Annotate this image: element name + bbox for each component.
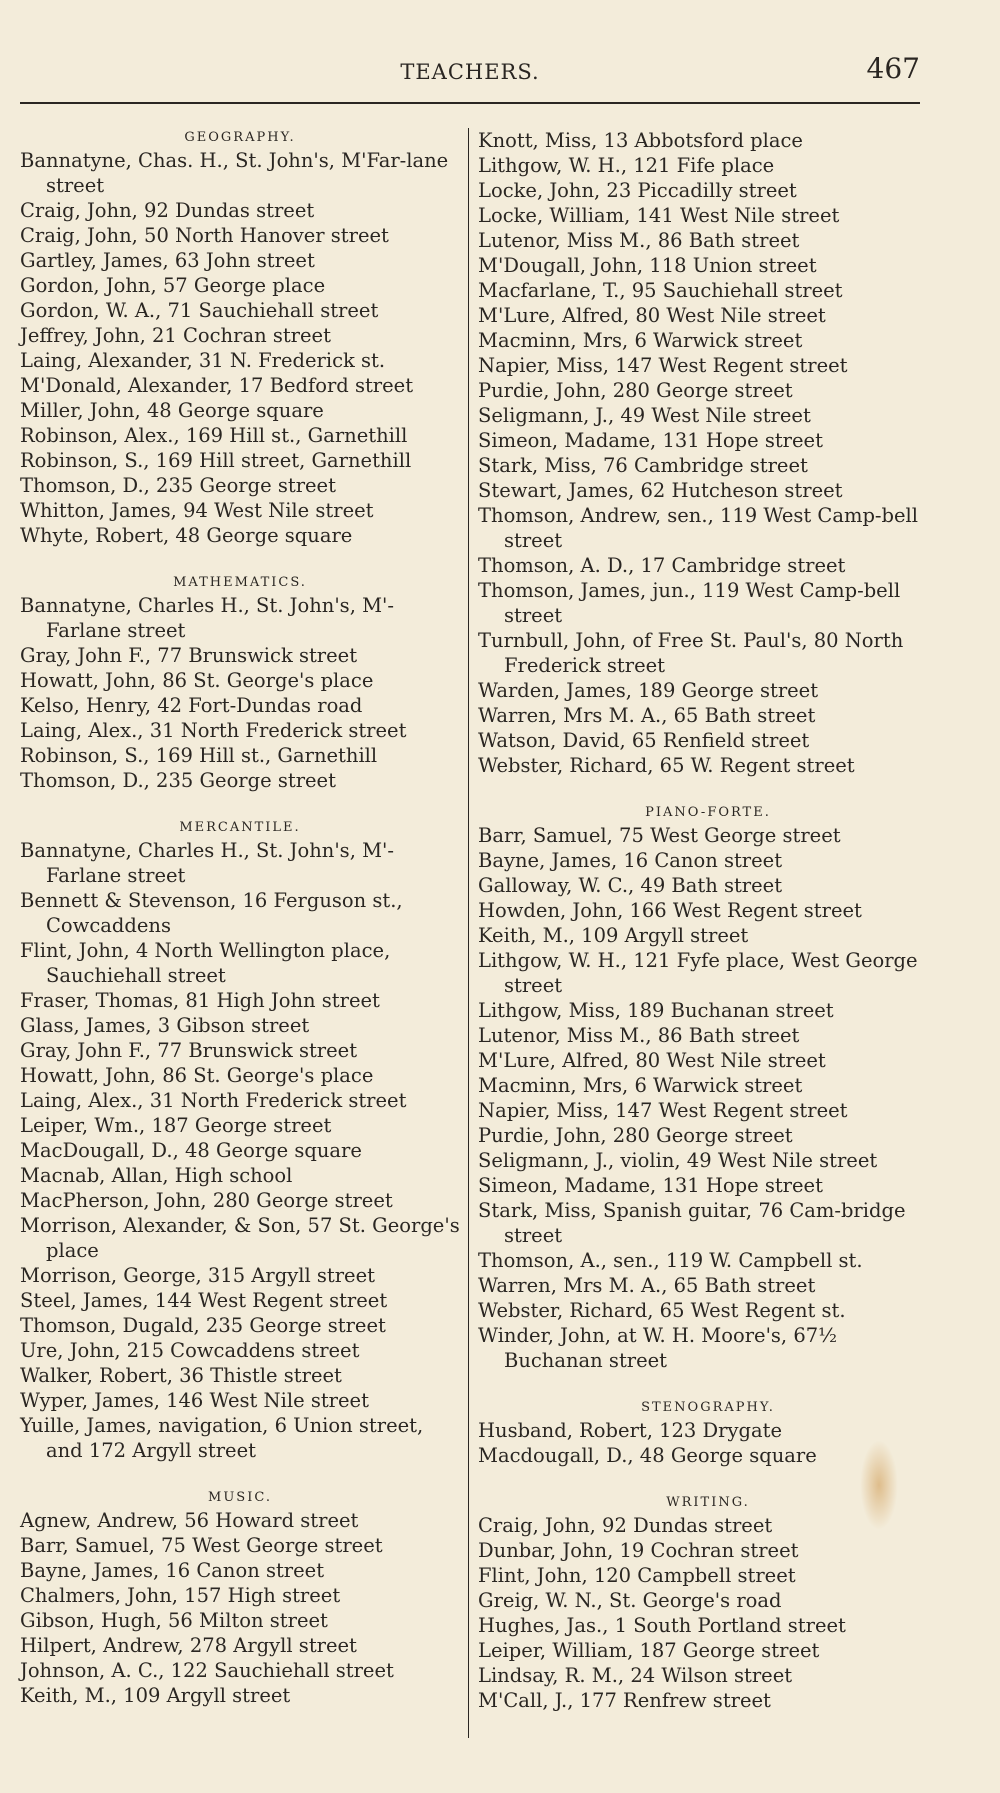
directory-entry: M'Lure, Alfred, 80 West Nile street <box>478 304 826 327</box>
directory-entry: Dunbar, John, 19 Cochran street <box>478 1539 799 1562</box>
entries-mathematics <box>20 593 460 793</box>
directory-entry: M'Lure, Alfred, 80 West Nile street <box>478 1049 826 1072</box>
directory-entry: Bannatyne, Charles H., St. John's, M'-Farlane street <box>20 594 395 642</box>
directory-entry: Bannatyne, Chas. H., St. John's, M'Far-lane street <box>20 149 449 197</box>
directory-entry: Watson, David, 65 Renfield street <box>478 729 810 752</box>
directory-entry: Barr, Samuel, 75 West George street <box>20 1534 383 1557</box>
directory-entry: Lithgow, W. H., 121 Fife place <box>478 154 775 177</box>
directory-entry: Bayne, James, 16 Canon street <box>20 1559 325 1582</box>
directory-entry: Winder, John, at W. H. Moore's, 67½ Buchanan street <box>478 1324 838 1372</box>
directory-entry: Barr, Samuel, 75 West George street <box>478 824 841 847</box>
directory-entry: Flint, John, 120 Campbell street <box>478 1564 796 1587</box>
directory-entry: Hilpert, Andrew, 278 Argyll street <box>20 1634 357 1657</box>
directory-entry: MacPherson, John, 280 George street <box>20 1189 393 1212</box>
running-head: TEACHERS. <box>400 60 540 84</box>
directory-entry: Gibson, Hugh, 56 Milton street <box>20 1609 328 1632</box>
directory-entry: Webster, Richard, 65 West Regent st. <box>478 1299 846 1322</box>
directory-entry: Stark, Miss, 76 Cambridge street <box>478 454 808 477</box>
directory-entry: Keith, M., 109 Argyll street <box>478 924 749 947</box>
directory-entry: Lithgow, Miss, 189 Buchanan street <box>478 999 834 1022</box>
directory-entry: Morrison, Alexander, & Son, 57 St. George's place <box>20 1214 460 1262</box>
directory-entry: Craig, John, 92 Dundas street <box>478 1514 773 1537</box>
directory-entry: Thomson, Dugald, 235 George street <box>20 1314 386 1337</box>
directory-entry: Napier, Miss, 147 West Regent street <box>478 1099 848 1122</box>
directory-entry: Leiper, William, 187 George street <box>478 1639 820 1662</box>
directory-entry: Purdie, John, 280 George street <box>478 1124 793 1147</box>
directory-entry: Gray, John F., 77 Brunswick street <box>20 644 358 667</box>
section-heading-mercantile: MERCANTILE. <box>179 820 301 835</box>
entries-mercantile <box>20 838 460 1463</box>
directory-entry: Warden, James, 189 George street <box>478 679 819 702</box>
directory-entry: Macdougall, D., 48 George square <box>478 1444 817 1467</box>
directory-entry: Miller, John, 48 George square <box>20 399 324 422</box>
directory-entry: Gray, John F., 77 Brunswick street <box>20 1039 358 1062</box>
directory-entry: Ure, John, 215 Cowcaddens street <box>20 1339 360 1362</box>
directory-entry: Chalmers, John, 157 High street <box>20 1584 341 1607</box>
directory-entry: Gordon, John, 57 George place <box>20 274 326 297</box>
column-divider <box>468 128 469 1738</box>
directory-entry: Locke, John, 23 Piccadilly street <box>478 179 797 202</box>
directory-entry: Galloway, W. C., 49 Bath street <box>478 874 783 897</box>
directory-entry: Keith, M., 109 Argyll street <box>20 1684 291 1707</box>
directory-entry: Locke, William, 141 West Nile street <box>478 204 840 227</box>
directory-entry: Whyte, Robert, 48 George square <box>20 524 353 547</box>
directory-entry: Macminn, Mrs, 6 Warwick street <box>478 329 803 352</box>
directory-entry: Robinson, S., 169 Hill st., Garnethill <box>20 744 378 767</box>
directory-entry: M'Call, J., 177 Renfrew street <box>478 1689 771 1712</box>
directory-entry: Jeffrey, John, 21 Cochran street <box>20 324 331 347</box>
directory-entry: Turnbull, John, of Free St. Paul's, 80 North Frederick street <box>478 629 904 677</box>
directory-entry: Leiper, Wm., 187 George street <box>20 1114 332 1137</box>
entries-geography <box>20 148 460 548</box>
directory-entry: Wyper, James, 146 West Nile street <box>20 1389 369 1412</box>
directory-entry: MacDougall, D., 48 George square <box>20 1139 362 1162</box>
directory-entry: Macfarlane, T., 95 Sauchiehall street <box>478 279 843 302</box>
directory-entry: Thomson, Andrew, sen., 119 West Camp-bell street <box>478 504 919 552</box>
directory-entry: Stark, Miss, Spanish guitar, 76 Cam-bridge street <box>478 1199 906 1247</box>
left-column <box>20 128 460 1708</box>
directory-entry: Lutenor, Miss M., 86 Bath street <box>478 229 800 252</box>
directory-entry: Laing, Alex., 31 North Frederick street <box>20 1089 407 1112</box>
directory-entry: Yuille, James, navigation, 6 Union street, and 172 Argyll street <box>20 1414 424 1462</box>
directory-entry: Webster, Richard, 65 W. Regent street <box>478 754 855 777</box>
directory-entry: Greig, W. N., St. George's road <box>478 1589 782 1612</box>
directory-entry: Craig, John, 50 North Hanover street <box>20 224 389 247</box>
directory-entry: M'Donald, Alexander, 17 Bedford street <box>20 374 414 397</box>
directory-entry: Steel, James, 144 West Regent street <box>20 1289 388 1312</box>
directory-entry: Kelso, Henry, 42 Fort-Dundas road <box>20 694 363 717</box>
directory-entry: Thomson, A. D., 17 Cambridge street <box>478 554 846 577</box>
directory-entry: Bennett & Stevenson, 16 Ferguson st., Cowcaddens <box>20 889 403 937</box>
entries-music-part-2 <box>478 128 938 778</box>
section-heading-piano-forte: PIANO-FORTE. <box>645 805 771 820</box>
directory-entry: Robinson, S., 169 Hill street, Garnethill <box>20 449 412 472</box>
directory-entry: Thomson, D., 235 George street <box>20 474 336 497</box>
directory-entry: Stewart, James, 62 Hutcheson street <box>478 479 843 502</box>
directory-entry: Lutenor, Miss M., 86 Bath street <box>478 1024 800 1047</box>
directory-entry: Lindsay, R. M., 24 Wilson street <box>478 1664 793 1687</box>
directory-entry: Thomson, James, jun., 119 West Camp-bell street <box>478 579 901 627</box>
directory-entry: Simeon, Madame, 131 Hope street <box>478 1174 823 1197</box>
directory-entry: Thomson, A., sen., 119 W. Campbell st. <box>478 1249 863 1272</box>
paper-stain <box>860 1440 898 1530</box>
directory-entry: Laing, Alex., 31 North Frederick street <box>20 719 407 742</box>
directory-entry: Bannatyne, Charles H., St. John's, M'-Farlane street <box>20 839 395 887</box>
directory-entry: Robinson, Alex., 169 Hill st., Garnethill <box>20 424 408 447</box>
entries-piano-forte <box>478 823 938 1373</box>
directory-entry: Walker, Robert, 36 Thistle street <box>20 1364 342 1387</box>
directory-entry: Warren, Mrs M. A., 65 Bath street <box>478 704 816 727</box>
directory-entry: Hughes, Jas., 1 South Portland street <box>478 1614 846 1637</box>
directory-entry: Laing, Alexander, 31 N. Frederick st. <box>20 349 386 372</box>
section-heading-stenography: STENOGRAPHY. <box>641 1400 775 1415</box>
directory-entry: Agnew, Andrew, 56 Howard street <box>20 1509 359 1532</box>
directory-entry: Howatt, John, 86 St. George's place <box>20 1064 374 1087</box>
directory-entry: Morrison, George, 315 Argyll street <box>20 1264 375 1287</box>
directory-entry: Bayne, James, 16 Canon street <box>478 849 783 872</box>
directory-entry: Howden, John, 166 West Regent street <box>478 899 862 922</box>
directory-entry: Macnab, Allan, High school <box>20 1164 293 1187</box>
directory-entry: Seligmann, J., 49 West Nile street <box>478 404 811 427</box>
section-heading-music: MUSIC. <box>208 1490 272 1505</box>
directory-entry: Craig, John, 92 Dundas street <box>20 199 315 222</box>
directory-entry: M'Dougall, John, 118 Union street <box>478 254 817 277</box>
directory-entry: Johnson, A. C., 122 Sauchiehall street <box>20 1659 394 1682</box>
section-heading-mathematics: MATHEMATICS. <box>173 575 307 590</box>
two-column-listing <box>20 128 920 1758</box>
page-number: 467 <box>866 52 920 85</box>
section-heading-writing: WRITING. <box>666 1495 750 1510</box>
directory-entry: Gordon, W. A., 71 Sauchiehall street <box>20 299 379 322</box>
directory-entry: Husband, Robert, 123 Drygate <box>478 1419 782 1442</box>
directory-entry: Purdie, John, 280 George street <box>478 379 793 402</box>
entries-writing <box>478 1513 938 1713</box>
directory-entry: Simeon, Madame, 131 Hope street <box>478 429 823 452</box>
directory-entry: Whitton, James, 94 West Nile street <box>20 499 374 522</box>
directory-entry: Seligmann, J., violin, 49 West Nile street <box>478 1149 878 1172</box>
directory-entry: Lithgow, W. H., 121 Fyfe place, West George street <box>478 949 918 997</box>
directory-entry: Knott, Miss, 13 Abbotsford place <box>478 129 803 152</box>
directory-entry: Gartley, James, 63 John street <box>20 249 315 272</box>
directory-entry: Napier, Miss, 147 West Regent street <box>478 354 848 377</box>
page-header <box>20 52 920 104</box>
directory-entry: Thomson, D., 235 George street <box>20 769 336 792</box>
directory-entry: Macminn, Mrs, 6 Warwick street <box>478 1074 803 1097</box>
directory-entry: Flint, John, 4 North Wellington place, Sauchiehall street <box>20 939 391 987</box>
directory-entry: Warren, Mrs M. A., 65 Bath street <box>478 1274 816 1297</box>
entries-music-part-1 <box>20 1508 460 1708</box>
directory-entry: Glass, James, 3 Gibson street <box>20 1014 310 1037</box>
directory-entry: Howatt, John, 86 St. George's place <box>20 669 374 692</box>
directory-entry: Fraser, Thomas, 81 High John street <box>20 989 380 1012</box>
section-heading-geography: GEOGRAPHY. <box>184 130 296 145</box>
